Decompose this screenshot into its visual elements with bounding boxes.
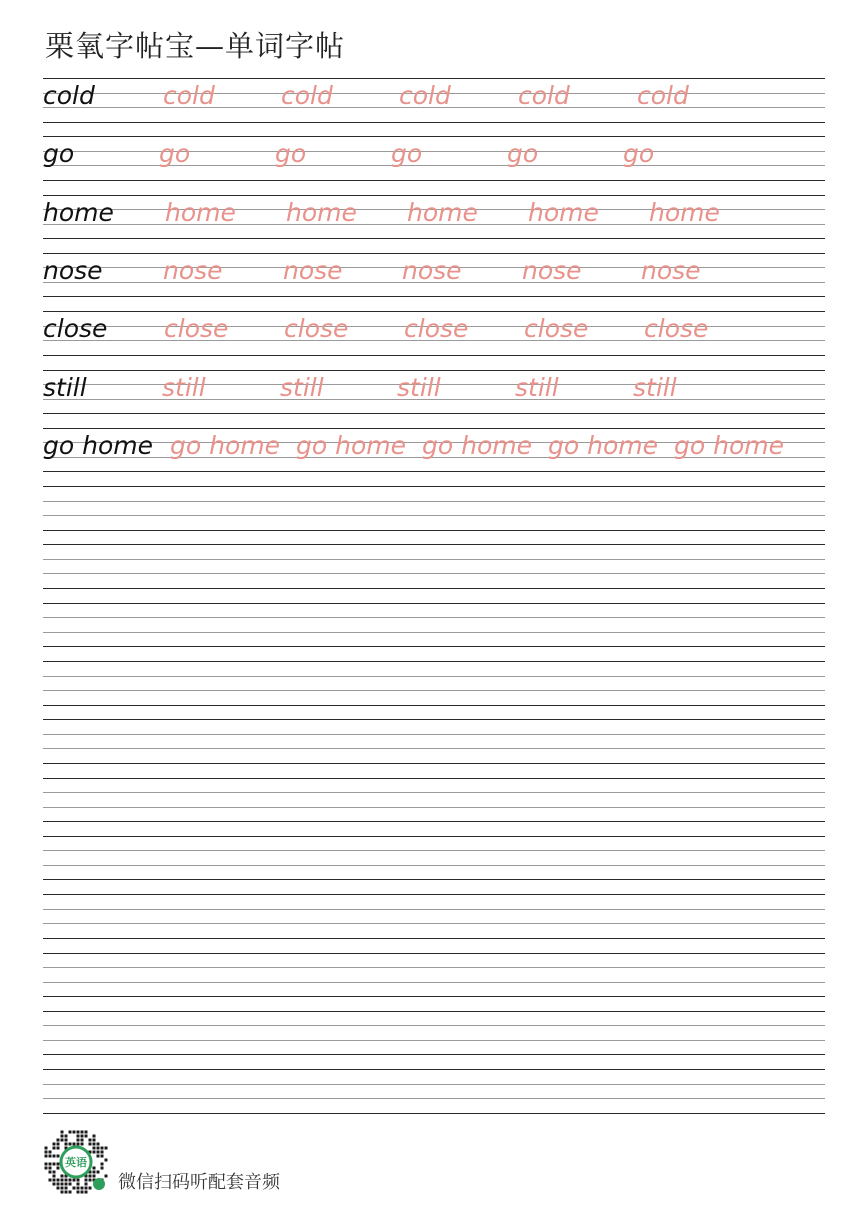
trace-word: go bbox=[623, 139, 655, 169]
rule-line bbox=[43, 78, 825, 79]
trace-word: close bbox=[644, 314, 709, 344]
rule-line bbox=[43, 996, 825, 997]
model-word: go home bbox=[43, 430, 153, 460]
trace-word: go home bbox=[296, 430, 406, 460]
rule-line bbox=[43, 879, 825, 880]
trace-word: still bbox=[397, 372, 441, 402]
trace-word: go home bbox=[548, 430, 658, 460]
rule-line bbox=[43, 1069, 825, 1070]
trace-word: nose bbox=[283, 255, 343, 285]
trace-word: nose bbox=[522, 255, 582, 285]
rule-line bbox=[43, 355, 825, 356]
trace-word: go home bbox=[422, 430, 532, 460]
rule-line bbox=[43, 661, 825, 662]
rule-line bbox=[43, 530, 825, 531]
trace-word: still bbox=[515, 372, 559, 402]
model-word: home bbox=[43, 197, 114, 227]
rule-line bbox=[43, 705, 825, 706]
trace-word: go bbox=[159, 139, 191, 169]
rule-line bbox=[43, 195, 825, 196]
rule-line bbox=[43, 617, 825, 618]
rule-line bbox=[43, 486, 825, 487]
qr-code-icon bbox=[40, 1126, 112, 1198]
trace-word: cold bbox=[518, 81, 570, 110]
trace-word: go bbox=[391, 139, 423, 169]
rule-line bbox=[43, 238, 825, 239]
rule-line bbox=[43, 632, 825, 633]
rule-line bbox=[43, 734, 825, 735]
trace-word: close bbox=[164, 314, 229, 344]
rule-line bbox=[43, 953, 825, 954]
qr-badge-label: 英语 bbox=[65, 1156, 87, 1169]
rule-line bbox=[43, 1084, 825, 1085]
footer-caption: 微信扫码听配套音频 bbox=[118, 1172, 280, 1193]
rule-line bbox=[43, 296, 825, 297]
rule-line bbox=[43, 967, 825, 968]
footer bbox=[40, 1126, 440, 1206]
rule-line bbox=[43, 909, 825, 910]
trace-word: go home bbox=[170, 430, 280, 460]
rule-line bbox=[43, 982, 825, 983]
trace-word: still bbox=[162, 372, 206, 402]
rule-line bbox=[43, 471, 825, 472]
rule-line bbox=[43, 588, 825, 589]
rule-line bbox=[43, 748, 825, 749]
trace-word: go bbox=[275, 139, 307, 169]
rule-line bbox=[43, 690, 825, 691]
rule-line bbox=[43, 1098, 825, 1099]
rule-line bbox=[43, 603, 825, 604]
rule-line bbox=[43, 807, 825, 808]
rule-line bbox=[43, 501, 825, 502]
rule-line bbox=[43, 136, 825, 137]
handwriting-grid bbox=[43, 0, 825, 1227]
rule-line bbox=[43, 515, 825, 516]
rule-line bbox=[43, 311, 825, 312]
trace-word: home bbox=[165, 197, 236, 227]
model-word: close bbox=[43, 314, 108, 344]
rule-line bbox=[43, 559, 825, 560]
trace-word: close bbox=[524, 314, 589, 344]
page-title: 栗氧字帖宝—单词字帖 bbox=[45, 29, 346, 63]
rule-line bbox=[43, 1040, 825, 1041]
rule-line bbox=[43, 122, 825, 123]
rule-line bbox=[43, 821, 825, 822]
rule-line bbox=[43, 180, 825, 181]
model-word: go bbox=[43, 139, 75, 169]
trace-word: close bbox=[284, 314, 349, 344]
trace-word: close bbox=[404, 314, 469, 344]
rule-line bbox=[43, 763, 825, 764]
rule-line bbox=[43, 370, 825, 371]
trace-word: nose bbox=[163, 255, 223, 285]
trace-word: still bbox=[280, 372, 324, 402]
trace-word: home bbox=[286, 197, 357, 227]
rule-line bbox=[43, 253, 825, 254]
rule-line bbox=[43, 792, 825, 793]
rule-line bbox=[43, 923, 825, 924]
model-word: still bbox=[43, 372, 87, 402]
rule-line bbox=[43, 719, 825, 720]
rule-line bbox=[43, 836, 825, 837]
rule-line bbox=[43, 894, 825, 895]
rule-line bbox=[43, 1054, 825, 1055]
trace-word: home bbox=[649, 197, 720, 227]
rule-line bbox=[43, 676, 825, 677]
trace-word: cold bbox=[163, 81, 215, 110]
trace-word: cold bbox=[637, 81, 689, 110]
trace-word: go bbox=[507, 139, 539, 169]
trace-word: cold bbox=[399, 81, 451, 110]
trace-word: home bbox=[528, 197, 599, 227]
rule-line bbox=[43, 938, 825, 939]
rule-line bbox=[43, 1113, 825, 1114]
rule-line bbox=[43, 428, 825, 429]
model-word: nose bbox=[43, 255, 103, 285]
rule-line bbox=[43, 1025, 825, 1026]
trace-word: still bbox=[633, 372, 677, 402]
rule-line bbox=[43, 1011, 825, 1012]
model-word: cold bbox=[43, 81, 95, 110]
rule-line bbox=[43, 646, 825, 647]
trace-word: go home bbox=[674, 430, 784, 460]
rule-line bbox=[43, 544, 825, 545]
trace-word: nose bbox=[641, 255, 701, 285]
rule-line bbox=[43, 573, 825, 574]
rule-line bbox=[43, 413, 825, 414]
rule-line bbox=[43, 778, 825, 779]
rule-line bbox=[43, 865, 825, 866]
rule-line bbox=[43, 850, 825, 851]
trace-word: home bbox=[407, 197, 478, 227]
trace-word: nose bbox=[402, 255, 462, 285]
trace-word: cold bbox=[281, 81, 333, 110]
